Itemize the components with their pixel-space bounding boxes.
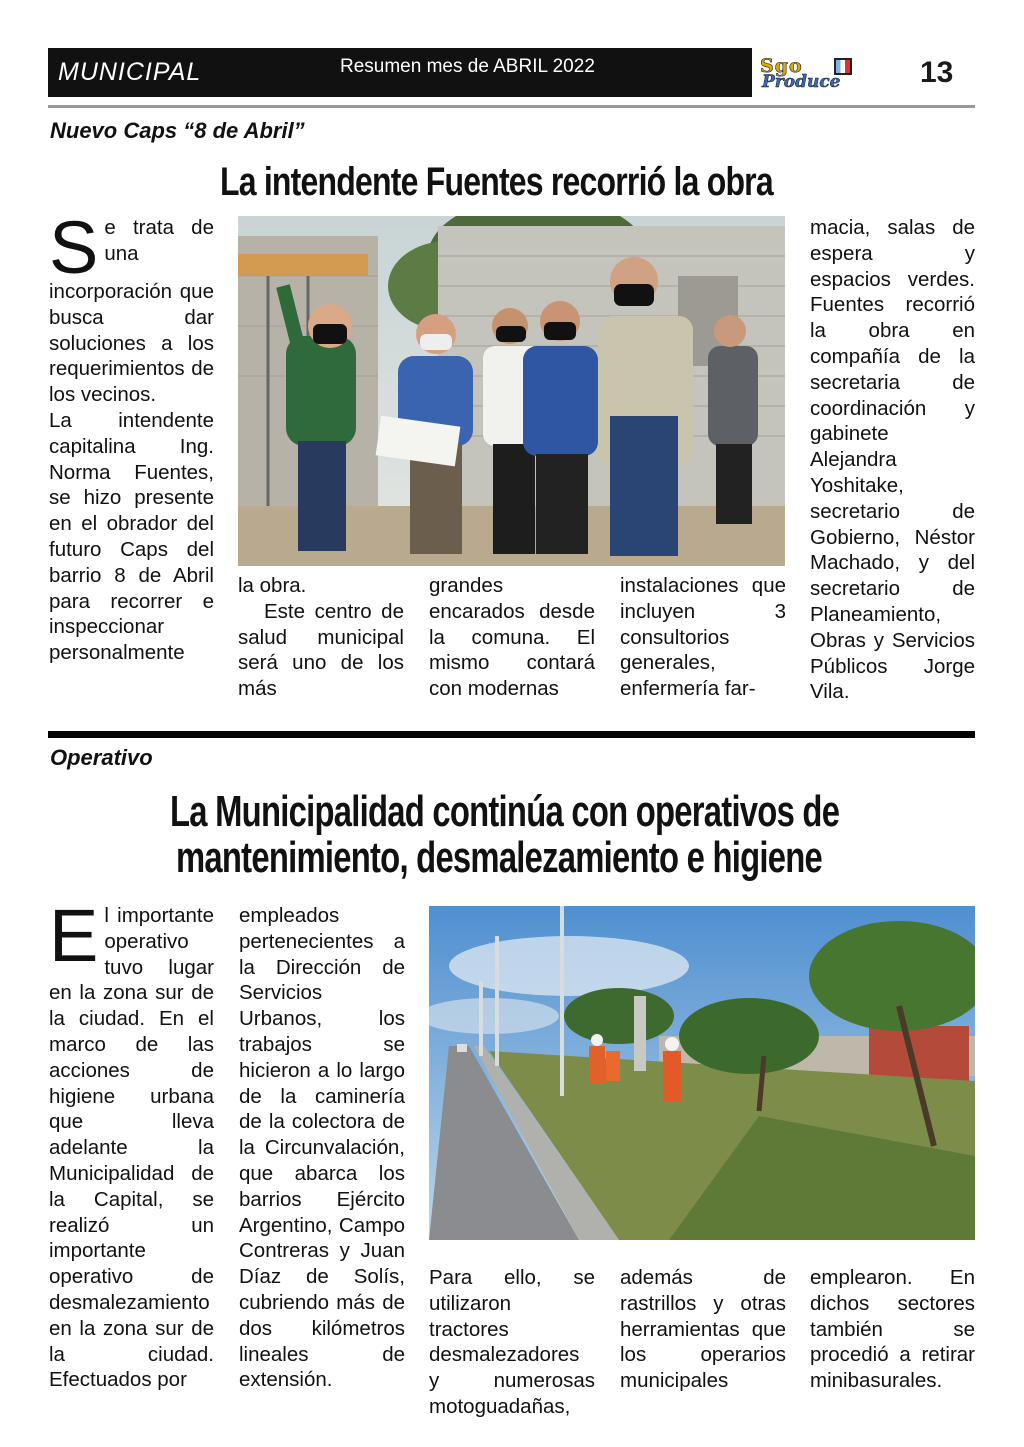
roadside-clearing-photo xyxy=(429,906,975,1240)
article1-col2-b: Este centro de salud municipal será uno de los más xyxy=(238,599,404,701)
article1-col1-lead: e trata de una incorporación que busca dar soluciones a los requerimientos de los vecinos. xyxy=(49,216,214,407)
article2-kicker: Operativo xyxy=(50,745,153,770)
article1-headline: La intendente Fuentes recorrió la obra xyxy=(220,160,773,204)
newspaper-logo xyxy=(760,55,900,93)
article1-dropcap: S xyxy=(49,206,99,289)
article1-column-1 xyxy=(49,206,214,666)
article2-column-4: además de rastrillos y otras herramientas que los operarios municipales xyxy=(620,1266,786,1393)
issue-summary: Resumen mes de ABRIL 2022 xyxy=(340,56,595,77)
article2-photo xyxy=(429,906,975,1240)
article2-column-1 xyxy=(49,894,214,1393)
article2-column-5: emplearon. En dichos sectores también se procedió a retirar minibasurales. xyxy=(810,1266,975,1393)
article2-headline-line2: mantenimiento, desmalezamiento e higiene xyxy=(176,833,823,882)
article1-kicker: Nuevo Caps “8 de Abril” xyxy=(50,118,305,143)
construction-site-photo xyxy=(238,216,785,566)
section-title: MUNICIPAL xyxy=(58,58,202,86)
section-divider xyxy=(48,731,975,738)
article1-col2-a: la obra. xyxy=(238,574,307,597)
logo-text-top: Sgo xyxy=(760,55,803,77)
article2-headline-line1: La Municipalidad continúa con operativos de xyxy=(170,787,840,836)
header-rule xyxy=(48,105,975,108)
article2-dropcap: E xyxy=(49,894,99,977)
article1-column-2 xyxy=(238,573,404,702)
article2-col1-text: l importante operativo tuvo lugar en la zona sur de la ciudad. En el marco de las acciones de higiene urbana que lleva adelante la Municipalidad de la Capital, se realizó un importante operativo de desmalezamiento en la zona sur de la ciudad. Efectuados por xyxy=(49,904,214,1392)
article1-col1-paragraph: La intendente capitalina Ing. Norma Fuentes, se hizo presente en el obrador del futuro Caps del barrio 8 de Abril para recorrer e inspeccionar personalmente xyxy=(49,408,214,665)
article1-column-3: grandes encarados desde la comuna. El mismo contará con modernas xyxy=(429,574,595,701)
page-number: 13 xyxy=(920,56,954,89)
logo-text-bottom: Produce xyxy=(762,72,841,92)
article1-column-4: instalaciones que incluyen 3 consultorios generales, enfermería far- xyxy=(620,574,786,701)
article1-photo xyxy=(238,216,785,566)
article1-column-5: macia, salas de espera y espacios verdes. Fuentes recorrió la obra en compañía de la secretaria de coordinación y gabinete Alejandra Yoshitake, secretario de Gobierno, Néstor Machado, y del secretario de Planeamiento, Obras y Servicios Públicos Jorge Vila. xyxy=(810,216,975,704)
article2-column-2: empleados pertenecientes a la Dirección de Servicios Urbanos, los trabajos se hicieron a lo largo de la caminería de la colectora de la Circunvalación, que abarca los barrios Ejército Argentino, Campo Contreras y Juan Díaz de Solís, cubriendo más de dos kilómetros lineales de extensión. xyxy=(239,904,405,1392)
section-header-bar xyxy=(48,48,752,97)
article2-column-3: Para ello, se utilizaron tractores desmalezadores y numerosas motoguadañas, xyxy=(429,1266,595,1418)
